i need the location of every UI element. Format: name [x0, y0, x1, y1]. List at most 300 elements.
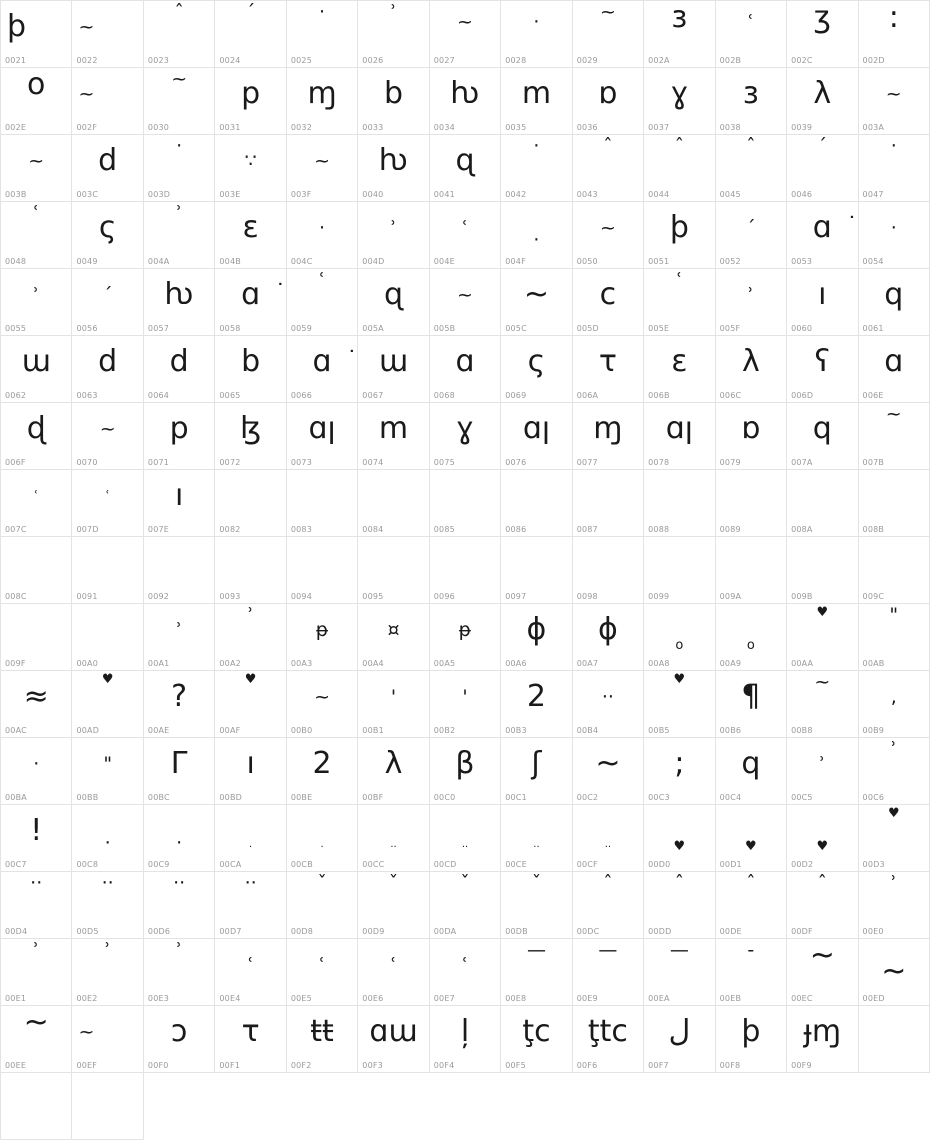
glyph-cell[interactable]	[144, 269, 215, 336]
glyph-preview	[644, 537, 714, 589]
glyph-codepoint-label: 007A	[791, 458, 813, 467]
glyph-cell-blank	[72, 1073, 143, 1140]
glyph-codepoint-label: 0066	[290, 391, 313, 400]
glyph-cell[interactable]	[430, 738, 501, 805]
glyph-codepoint-label: 00E1	[5, 994, 27, 1003]
glyph-preview: ˆ	[746, 135, 756, 157]
glyph-preview: ˇ	[388, 872, 399, 894]
glyph-cell[interactable]	[358, 135, 429, 202]
glyph-codepoint-label: 00BB	[76, 793, 99, 802]
glyph-cell[interactable]	[716, 738, 787, 805]
glyph-cell[interactable]	[644, 470, 715, 537]
glyph-codepoint-label: 00F2	[290, 1061, 312, 1070]
glyph-cell[interactable]	[1, 68, 72, 135]
glyph-cell[interactable]	[716, 403, 787, 470]
glyph-cell[interactable]	[72, 403, 143, 470]
glyph-cell[interactable]	[501, 470, 572, 537]
glyph-cell[interactable]	[1, 1006, 72, 1073]
glyph-cell[interactable]	[501, 403, 572, 470]
glyph-codepoint-label: 00A7	[576, 659, 599, 668]
glyph-cell[interactable]	[287, 68, 358, 135]
glyph-cell[interactable]	[573, 202, 644, 269]
glyph-cell[interactable]	[1, 537, 72, 604]
glyph-cell[interactable]	[215, 470, 286, 537]
glyph-cell[interactable]	[859, 671, 930, 738]
glyph-cell[interactable]	[358, 805, 429, 872]
glyph-cell[interactable]	[644, 269, 715, 336]
glyph-preview	[72, 604, 142, 656]
glyph-cell[interactable]	[573, 537, 644, 604]
glyph-preview: ´	[817, 135, 828, 157]
glyph-cell[interactable]	[1, 403, 72, 470]
glyph-preview: ~	[78, 15, 95, 38]
glyph-preview: ·	[176, 135, 183, 157]
glyph-cell-blank	[859, 1006, 930, 1073]
glyph-cell[interactable]	[501, 939, 572, 1006]
glyph-cell[interactable]	[501, 738, 572, 805]
glyph-cell[interactable]	[215, 336, 286, 403]
glyph-codepoint-label: 0041	[433, 190, 455, 199]
glyph-cell[interactable]	[787, 269, 858, 336]
glyph-cell[interactable]	[644, 805, 715, 872]
glyph-codepoint-label: 00EE	[5, 1061, 27, 1070]
glyph-cell[interactable]	[430, 537, 501, 604]
glyph-cell[interactable]	[358, 671, 429, 738]
glyph-codepoint-label: 0047	[862, 190, 884, 199]
glyph-cell[interactable]	[287, 537, 358, 604]
glyph-cell[interactable]	[644, 1006, 715, 1073]
glyph-codepoint-label: 00E5	[290, 994, 312, 1003]
glyph-cell[interactable]	[72, 470, 143, 537]
glyph-cell[interactable]	[1, 135, 72, 202]
glyph-cell[interactable]	[430, 1006, 501, 1073]
glyph-cell[interactable]	[287, 805, 358, 872]
glyph-cell[interactable]	[144, 470, 215, 537]
glyph-cell[interactable]	[716, 1006, 787, 1073]
glyph-cell[interactable]	[787, 403, 858, 470]
glyph-cell[interactable]	[787, 939, 858, 1006]
glyph-cell[interactable]	[287, 269, 358, 336]
glyph-preview: ʕ	[814, 344, 830, 379]
glyph-codepoint-label: 0054	[862, 257, 884, 266]
glyph-preview: ·	[890, 135, 897, 157]
glyph-cell[interactable]	[215, 604, 286, 671]
glyph-cell[interactable]	[716, 470, 787, 537]
glyph-cell[interactable]	[573, 805, 644, 872]
glyph-cell[interactable]	[859, 470, 930, 537]
glyph-cell[interactable]	[573, 671, 644, 738]
glyph-cell[interactable]	[859, 135, 930, 202]
glyph-cell[interactable]	[644, 537, 715, 604]
glyph-cell[interactable]	[72, 269, 143, 336]
glyph-cell[interactable]	[215, 872, 286, 939]
glyph-cell[interactable]	[215, 738, 286, 805]
glyph-cell[interactable]	[573, 738, 644, 805]
glyph-codepoint-label: 00C7	[5, 860, 27, 869]
glyph-cell[interactable]	[358, 1006, 429, 1073]
glyph-cell[interactable]	[501, 604, 572, 671]
glyph-cell[interactable]	[144, 1, 215, 68]
glyph-codepoint-label: 00CF	[576, 860, 598, 869]
glyph-codepoint-label: 0035	[505, 123, 527, 132]
glyph-codepoint-label: 004C	[290, 257, 313, 266]
glyph-cell[interactable]	[787, 671, 858, 738]
glyph-cell[interactable]	[859, 872, 930, 939]
glyph-cell[interactable]	[644, 671, 715, 738]
glyph-preview: ɟɱ	[803, 1014, 842, 1049]
glyph-cell[interactable]	[215, 68, 286, 135]
glyph-codepoint-label: 0074	[362, 458, 384, 467]
glyph-cell[interactable]	[573, 269, 644, 336]
glyph-preview: ɑ	[884, 344, 904, 379]
glyph-codepoint-label: 00CE	[505, 860, 527, 869]
glyph-codepoint-label: 0076	[505, 458, 527, 467]
glyph-cell[interactable]	[287, 738, 358, 805]
glyph-cell[interactable]	[287, 1006, 358, 1073]
glyph-cell[interactable]	[859, 805, 930, 872]
glyph-cell[interactable]	[287, 470, 358, 537]
glyph-cell[interactable]	[716, 269, 787, 336]
glyph-codepoint-label: 00D8	[290, 927, 314, 936]
glyph-cell[interactable]	[716, 872, 787, 939]
glyph-codepoint-label: 0049	[76, 257, 98, 266]
glyph-cell[interactable]	[287, 1, 358, 68]
glyph-preview: ·	[533, 229, 540, 251]
glyph-cell[interactable]	[573, 135, 644, 202]
glyph-cell[interactable]	[287, 604, 358, 671]
glyph-cell[interactable]	[72, 671, 143, 738]
glyph-preview: ɔ	[170, 1014, 188, 1049]
glyph-cell[interactable]	[501, 202, 572, 269]
glyph-cell[interactable]	[716, 135, 787, 202]
glyph-cell[interactable]	[1, 470, 72, 537]
glyph-codepoint-label: 0097	[505, 592, 527, 601]
glyph-codepoint-label: 0063	[76, 391, 98, 400]
glyph-preview: ~	[885, 403, 902, 425]
glyph-codepoint-label: 00B9	[862, 726, 885, 735]
glyph-cell[interactable]	[215, 805, 286, 872]
glyph-preview: ~	[171, 68, 188, 90]
glyph-preview	[859, 537, 929, 589]
glyph-cell[interactable]	[787, 470, 858, 537]
glyph-cell[interactable]	[1, 1, 72, 68]
glyph-cell[interactable]	[72, 537, 143, 604]
glyph-cell[interactable]	[358, 470, 429, 537]
glyph-cell[interactable]	[358, 872, 429, 939]
glyph-cell[interactable]	[358, 68, 429, 135]
glyph-cell[interactable]	[215, 537, 286, 604]
glyph-codepoint-label: 0079	[719, 458, 741, 467]
glyph-preview: :	[888, 1, 899, 35]
glyph-cell[interactable]	[716, 336, 787, 403]
glyph-cell[interactable]	[215, 1006, 286, 1073]
glyph-cell[interactable]	[501, 671, 572, 738]
glyph-codepoint-label: 00C5	[791, 793, 813, 802]
glyph-cell[interactable]	[144, 135, 215, 202]
glyph-codepoint-label: 0099	[648, 592, 670, 601]
glyph-cell[interactable]	[144, 604, 215, 671]
glyph-cell[interactable]	[144, 671, 215, 738]
glyph-cell[interactable]	[573, 1006, 644, 1073]
glyph-cell[interactable]	[358, 537, 429, 604]
glyph-cell[interactable]	[859, 269, 930, 336]
glyph-cell[interactable]	[144, 403, 215, 470]
glyph-cell[interactable]	[430, 135, 501, 202]
glyph-cell[interactable]	[716, 537, 787, 604]
glyph-cell[interactable]	[287, 202, 358, 269]
glyph-codepoint-label: 005A	[362, 324, 384, 333]
glyph-cell[interactable]	[573, 68, 644, 135]
glyph-cell[interactable]	[1, 805, 72, 872]
glyph-preview: ~	[457, 11, 473, 33]
glyph-cell[interactable]	[859, 68, 930, 135]
glyph-cell[interactable]	[358, 939, 429, 1006]
glyph-cell[interactable]	[644, 1, 715, 68]
glyph-cell[interactable]	[1, 872, 72, 939]
glyph-cell[interactable]	[501, 68, 572, 135]
glyph-preview	[215, 537, 285, 589]
glyph-preview: ´	[102, 283, 113, 306]
glyph-cell[interactable]	[215, 202, 286, 269]
glyph-cell[interactable]	[859, 336, 930, 403]
glyph-cell[interactable]	[72, 336, 143, 403]
glyph-cell[interactable]	[501, 805, 572, 872]
glyph-cell[interactable]	[72, 1006, 143, 1073]
glyph-preview: ♥	[816, 605, 829, 620]
glyph-cell[interactable]	[72, 202, 143, 269]
glyph-codepoint-label: 00C6	[862, 793, 885, 802]
glyph-cell[interactable]	[501, 1, 572, 68]
glyph-cell[interactable]	[430, 939, 501, 1006]
glyph-cell[interactable]	[859, 738, 930, 805]
glyph-cell[interactable]	[716, 604, 787, 671]
glyph-cell[interactable]	[1, 269, 72, 336]
glyph-cell[interactable]	[1, 336, 72, 403]
glyph-preview: ♥	[673, 839, 686, 854]
glyph-preview	[287, 470, 357, 522]
glyph-preview: ɑן	[522, 411, 551, 446]
glyph-codepoint-label: 00C2	[576, 793, 599, 802]
glyph-cell[interactable]	[716, 939, 787, 1006]
glyph-cell[interactable]	[573, 403, 644, 470]
glyph-preview: ɸ	[526, 612, 547, 647]
glyph-preview: β	[455, 746, 475, 781]
glyph-cell[interactable]	[787, 872, 858, 939]
glyph-cell[interactable]	[787, 202, 858, 269]
glyph-cell[interactable]	[644, 202, 715, 269]
glyph-cell[interactable]	[787, 537, 858, 604]
glyph-cell[interactable]	[573, 336, 644, 403]
glyph-cell[interactable]	[644, 336, 715, 403]
glyph-cell[interactable]	[358, 202, 429, 269]
glyph-codepoint-label: 00F7	[648, 1061, 669, 1070]
glyph-preview: þ	[669, 210, 689, 245]
glyph-cell[interactable]	[644, 872, 715, 939]
glyph-codepoint-label: 00BC	[147, 793, 170, 802]
glyph-cell[interactable]	[1, 202, 72, 269]
glyph-cell[interactable]	[787, 805, 858, 872]
glyph-cell[interactable]	[358, 403, 429, 470]
glyph-cell[interactable]	[215, 939, 286, 1006]
glyph-codepoint-label: 00D7	[219, 927, 242, 936]
glyph-preview: λ	[741, 344, 760, 379]
glyph-cell[interactable]	[501, 336, 572, 403]
glyph-cell[interactable]	[287, 872, 358, 939]
glyph-cell[interactable]	[72, 68, 143, 135]
glyph-cell[interactable]	[859, 1, 930, 68]
glyph-cell[interactable]	[358, 269, 429, 336]
glyph-preview: ʿ	[390, 953, 397, 976]
glyph-preview: o	[27, 68, 46, 102]
glyph-codepoint-label: 0058	[219, 324, 241, 333]
glyph-cell[interactable]	[716, 805, 787, 872]
glyph-cell[interactable]	[287, 671, 358, 738]
glyph-codepoint-label: 007B	[862, 458, 885, 467]
glyph-cell[interactable]	[501, 1006, 572, 1073]
glyph-cell[interactable]	[644, 604, 715, 671]
glyph-cell[interactable]	[72, 738, 143, 805]
glyph-cell[interactable]	[72, 604, 143, 671]
glyph-cell[interactable]	[358, 1, 429, 68]
glyph-codepoint-label: 009A	[719, 592, 742, 601]
glyph-cell[interactable]	[287, 336, 358, 403]
glyph-cell[interactable]	[215, 135, 286, 202]
glyph-preview: -	[747, 939, 755, 961]
glyph-cell[interactable]	[144, 537, 215, 604]
glyph-cell[interactable]	[430, 1, 501, 68]
glyph-cell[interactable]	[787, 1, 858, 68]
glyph-cell[interactable]	[430, 403, 501, 470]
glyph-cell[interactable]	[430, 671, 501, 738]
glyph-cell[interactable]	[787, 604, 858, 671]
glyph-codepoint-label: 00A1	[147, 659, 170, 668]
glyph-cell[interactable]	[859, 202, 930, 269]
glyph-cell[interactable]	[501, 537, 572, 604]
glyph-cell[interactable]	[501, 872, 572, 939]
glyph-codepoint-label: 0039	[791, 123, 813, 132]
glyph-cell[interactable]	[72, 135, 143, 202]
glyph-cell[interactable]	[716, 1, 787, 68]
glyph-cell[interactable]	[144, 805, 215, 872]
glyph-preview: ʾ	[104, 939, 111, 961]
glyph-cell[interactable]	[144, 202, 215, 269]
glyph-cell[interactable]	[859, 537, 930, 604]
glyph-preview: ʾ	[390, 216, 397, 239]
glyph-cell[interactable]	[644, 403, 715, 470]
glyph-preview: ʃ	[531, 746, 542, 781]
glyph-codepoint-label: 00DE	[719, 927, 742, 936]
glyph-codepoint-label: 0021	[5, 56, 27, 65]
glyph-cell[interactable]	[287, 135, 358, 202]
glyph-cell[interactable]	[215, 403, 286, 470]
glyph-cell[interactable]	[573, 872, 644, 939]
glyph-cell[interactable]	[859, 604, 930, 671]
glyph-preview	[644, 470, 714, 522]
glyph-cell[interactable]	[430, 805, 501, 872]
glyph-codepoint-label: 003F	[290, 190, 312, 199]
glyph-cell[interactable]	[501, 269, 572, 336]
glyph-codepoint-label: 00E9	[576, 994, 598, 1003]
glyph-codepoint-label: 005F	[719, 324, 741, 333]
glyph-cell[interactable]	[787, 738, 858, 805]
glyph-cell[interactable]	[430, 872, 501, 939]
glyph-cell[interactable]	[72, 872, 143, 939]
glyph-preview: ¶	[741, 679, 761, 714]
glyph-codepoint-label: 0068	[433, 391, 455, 400]
glyph-cell[interactable]	[644, 135, 715, 202]
glyph-cell[interactable]	[1, 671, 72, 738]
glyph-cell[interactable]	[644, 738, 715, 805]
glyph-cell[interactable]	[644, 939, 715, 1006]
glyph-cell[interactable]	[430, 269, 501, 336]
glyph-preview: ~	[885, 82, 902, 105]
glyph-cell[interactable]	[287, 403, 358, 470]
glyph-cell[interactable]	[716, 68, 787, 135]
glyph-cell[interactable]	[72, 1, 143, 68]
glyph-cell[interactable]	[287, 939, 358, 1006]
glyph-cell[interactable]	[716, 202, 787, 269]
glyph-cell[interactable]	[358, 336, 429, 403]
glyph-cell[interactable]	[573, 470, 644, 537]
glyph-cell[interactable]	[358, 738, 429, 805]
glyph-cell[interactable]	[430, 68, 501, 135]
glyph-preview: ˆ	[603, 135, 613, 157]
glyph-cell[interactable]	[644, 68, 715, 135]
glyph-preview: ŧŧ	[310, 1014, 334, 1049]
glyph-cell[interactable]	[573, 604, 644, 671]
glyph-cell[interactable]	[1, 738, 72, 805]
glyph-cell[interactable]	[144, 336, 215, 403]
glyph-cell[interactable]	[1, 604, 72, 671]
glyph-cell[interactable]	[859, 939, 930, 1006]
glyph-cell[interactable]	[787, 336, 858, 403]
glyph-cell[interactable]	[430, 202, 501, 269]
glyph-cell[interactable]	[787, 1006, 858, 1073]
glyph-cell[interactable]	[215, 1, 286, 68]
glyph-cell[interactable]	[215, 671, 286, 738]
glyph-cell[interactable]	[144, 1006, 215, 1073]
glyph-codepoint-label: 00AF	[219, 726, 241, 735]
glyph-cell[interactable]	[859, 403, 930, 470]
glyph-codepoint-label: 00C9	[147, 860, 170, 869]
glyph-preview: ɛ	[242, 210, 259, 245]
glyph-cell[interactable]	[430, 336, 501, 403]
glyph-cell[interactable]	[787, 68, 858, 135]
glyph-cell[interactable]	[144, 872, 215, 939]
glyph-codepoint-label: 00DD	[648, 927, 672, 936]
glyph-codepoint-label: 0064	[147, 391, 170, 400]
glyph-codepoint-label: 00AE	[147, 726, 170, 735]
glyph-preview: ʾ	[890, 738, 897, 760]
glyph-cell[interactable]	[215, 269, 286, 336]
glyph-cell[interactable]	[430, 604, 501, 671]
glyph-codepoint-label: 00ED	[862, 994, 885, 1003]
glyph-cell[interactable]	[430, 470, 501, 537]
glyph-cell[interactable]	[573, 1, 644, 68]
glyph-cell[interactable]	[716, 671, 787, 738]
glyph-cell[interactable]	[501, 135, 572, 202]
glyph-cell[interactable]	[72, 939, 143, 1006]
glyph-cell[interactable]	[144, 738, 215, 805]
glyph-cell[interactable]	[72, 805, 143, 872]
glyph-cell[interactable]	[144, 939, 215, 1006]
glyph-cell[interactable]	[144, 68, 215, 135]
glyph-cell[interactable]	[787, 135, 858, 202]
glyph-codepoint-label: 005C	[505, 324, 527, 333]
glyph-cell[interactable]	[358, 604, 429, 671]
glyph-cell[interactable]	[573, 939, 644, 1006]
glyph-cell[interactable]	[1, 939, 72, 1006]
